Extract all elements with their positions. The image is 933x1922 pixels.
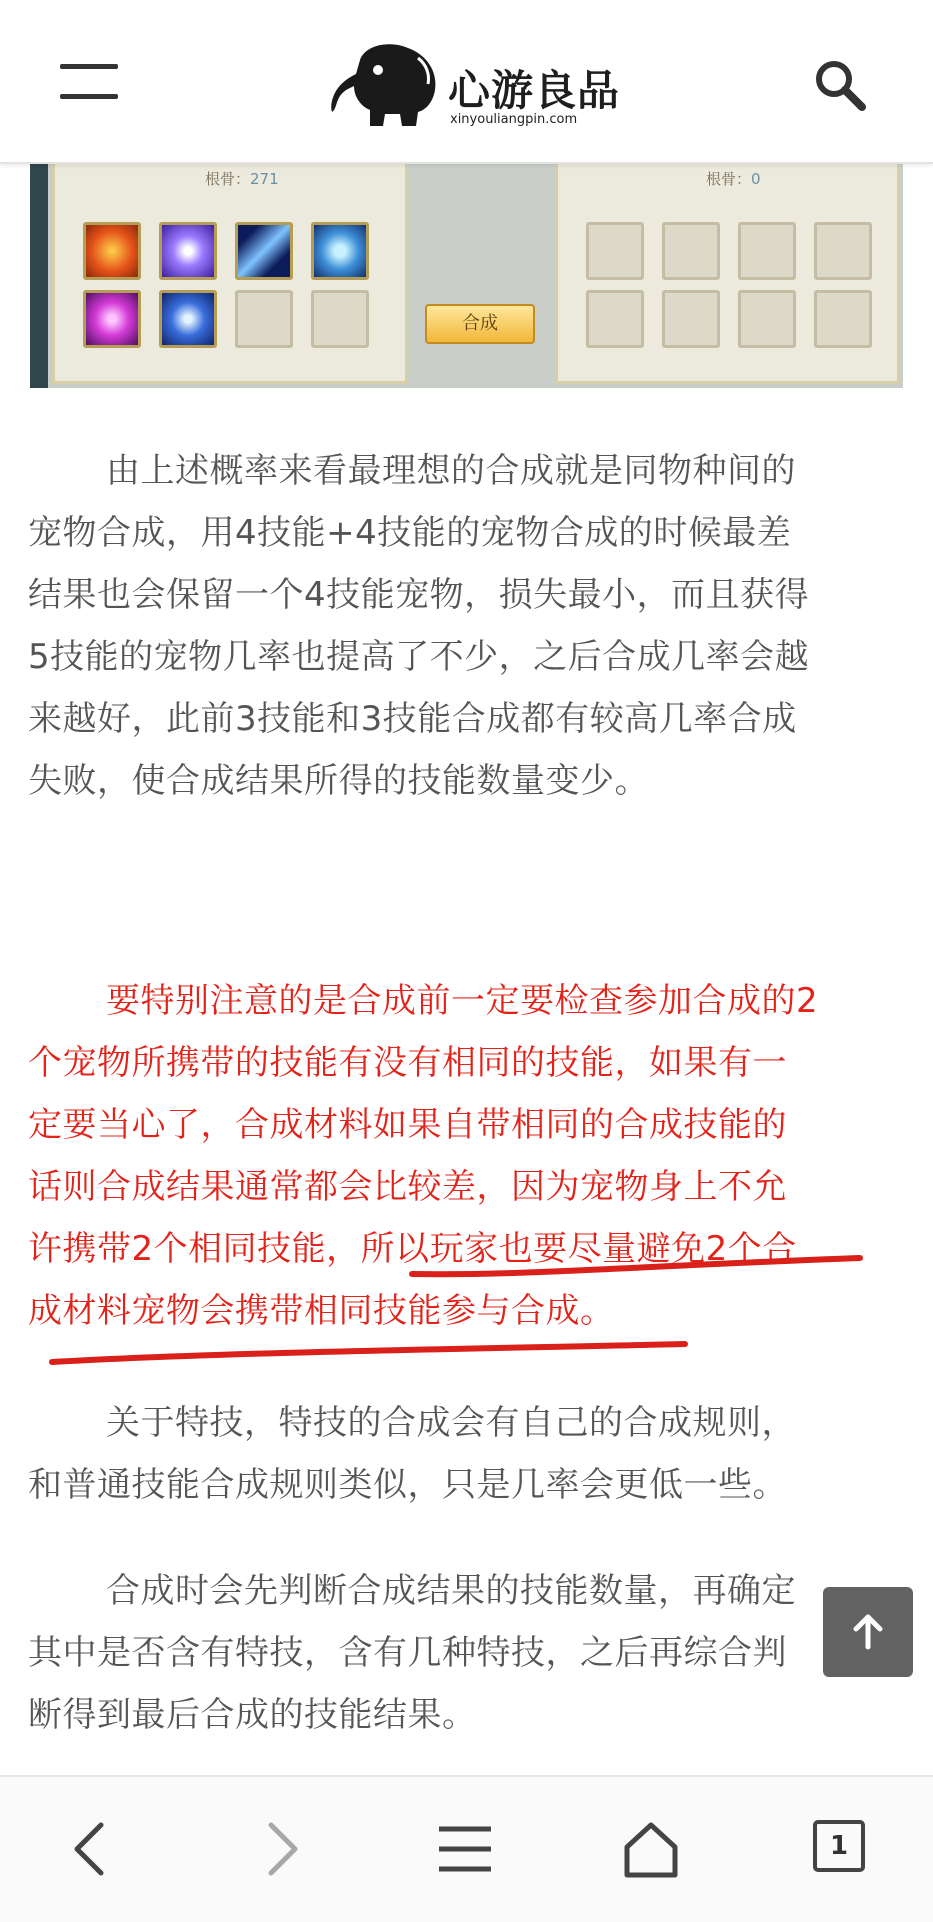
article-paragraph: 由上述概率来看最理想的合成就是同物种间的 宠物合成，用4技能+4技能的宠物合成的时候最差 结果也会保留一个4技能宠物，损失最小，而且获得 5技能的宠物几率也提高了不少，之后合成几率会越 来越好，此前3技能和3技能合成都有较高几率合成 失败，使合成结果所得的技能数量变少。 <box>28 451 810 801</box>
arrow-up-icon <box>823 1587 913 1677</box>
back-icon <box>63 1819 123 1879</box>
empty-skill-slot[interactable] <box>814 290 872 348</box>
left-pet-panel <box>52 164 408 384</box>
empty-skill-slot[interactable] <box>662 222 720 280</box>
menu-icon[interactable] <box>60 62 120 102</box>
left-gengu-label: 根骨：271 <box>205 170 279 188</box>
home-button[interactable] <box>558 1777 744 1922</box>
menu-button[interactable] <box>372 1777 558 1922</box>
menu-lines-icon <box>435 1819 495 1879</box>
empty-skill-slot[interactable] <box>586 222 644 280</box>
logo-text: 心游良品 <box>448 66 621 115</box>
right-pet-panel <box>555 164 900 384</box>
skill-vortex-icon[interactable] <box>159 222 217 280</box>
browser-bottom-bar <box>0 1775 933 1922</box>
empty-skill-slot[interactable] <box>662 290 720 348</box>
search-icon[interactable] <box>810 55 870 115</box>
skill-whirl-icon[interactable] <box>159 290 217 348</box>
right-gengu-label: 根骨：0 <box>706 170 761 188</box>
skill-shield-icon[interactable] <box>311 222 369 280</box>
logo-domain: xinyouliangpin.com <box>450 112 578 127</box>
tabs-icon[interactable]: 1 <box>813 1820 865 1872</box>
game-merge-screenshot <box>30 164 903 388</box>
forward-button[interactable] <box>186 1777 372 1922</box>
article-paragraph: 合成时会先判断合成结果的技能数量，再确定 其中是否含有特技，含有几种特技，之后再综合判 断得到最后合成的技能结果。 <box>28 1571 796 1735</box>
empty-skill-slot[interactable] <box>738 222 796 280</box>
article-paragraph: 关于特技，特技的合成会有自己的合成规则， 和普通技能合成规则类似，只是几率会更低一些。 <box>28 1403 796 1505</box>
empty-skill-slot[interactable] <box>814 222 872 280</box>
forward-icon <box>249 1819 309 1879</box>
elephant-logo-icon <box>330 40 445 130</box>
empty-skill-slot[interactable] <box>738 290 796 348</box>
skill-magic-icon[interactable] <box>83 290 141 348</box>
site-logo[interactable] <box>330 40 621 130</box>
empty-skill-slot[interactable] <box>311 290 369 348</box>
merge-button[interactable]: 合成 <box>425 304 535 344</box>
panel-frame-edge <box>30 164 48 388</box>
top-header <box>0 0 933 164</box>
skill-claw-icon[interactable] <box>235 222 293 280</box>
home-icon <box>621 1819 681 1879</box>
article-paragraph-warning: 要特别注意的是合成前一定要检查参加合成的2 个宠物所携带的技能有没有相同的技能，如果有一 定要当心了，合成材料如果自带相同的合成技能的 话则合成结果通常都会比较差，因为宠物身上不允 许携带2个相同技能，所以玩家也要尽量避免2个合 成材料宠物会携带相同技能参与合成。 <box>28 981 819 1331</box>
skill-fire-icon[interactable] <box>83 222 141 280</box>
empty-skill-slot[interactable] <box>235 290 293 348</box>
back-button[interactable] <box>0 1777 186 1922</box>
empty-skill-slot[interactable] <box>586 290 644 348</box>
back-to-top-button[interactable] <box>823 1587 913 1677</box>
